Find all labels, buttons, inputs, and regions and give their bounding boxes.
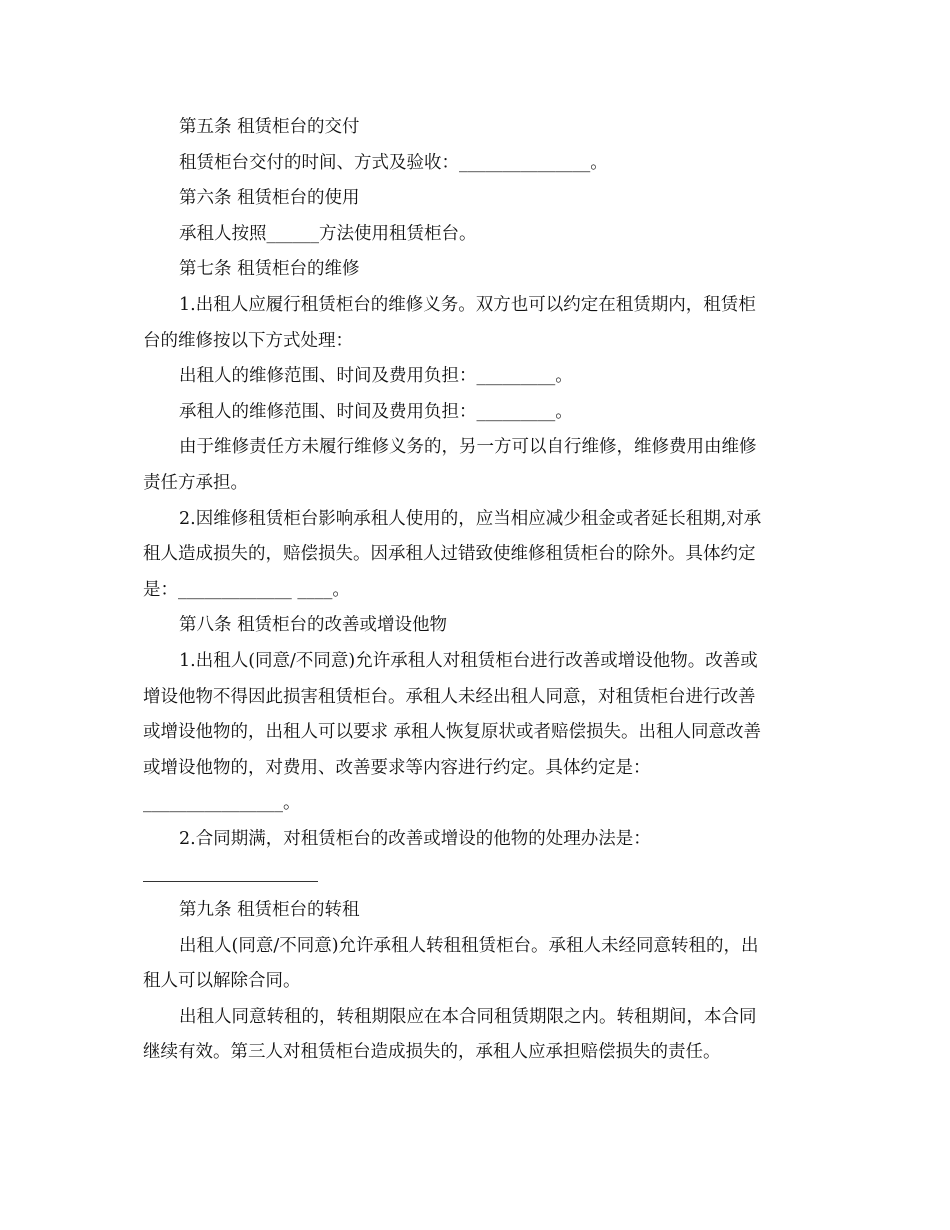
article-8-heading: 第八条 租赁柜台的改善或增设他物: [179, 615, 448, 636]
paragraph-line: 是：_____________ ____。: [143, 579, 350, 600]
article-6-heading: 第六条 租赁柜台的使用: [179, 188, 360, 209]
paragraph-line: 租赁柜台交付的时间、方式及验收：_______________。: [179, 152, 608, 173]
paragraph-line: 承租人按照______方法使用租赁柜台。: [179, 223, 477, 244]
paragraph-line: 1.出租人应履行租赁柜台的维修义务。双方也可以约定在租赁期内，租赁柜: [179, 294, 756, 315]
paragraph-line: 租人可以解除合同。: [143, 971, 301, 992]
article-5-heading: 第五条 租赁柜台的交付: [179, 117, 360, 137]
paragraph-line: 承租人的维修范围、时间及费用负担：_________。: [179, 401, 573, 422]
paragraph-line: 继续有效。第三人对租赁柜台造成损失的，承租人应承担赔偿损失的责任。: [143, 1042, 721, 1063]
paragraph-line: 出租人同意转租的，转租期限应在本合同租赁期限之内。转租期间，本合同: [179, 1006, 757, 1027]
paragraph-line: 由于维修责任方未履行维修义务的，另一方可以自行维修，维修费用由维修: [179, 437, 757, 458]
paragraph-line: 2.合同期满，对租赁柜台的改善或增设的他物的处理办法是：: [179, 828, 651, 849]
paragraph-line: ________________。: [143, 793, 301, 814]
document-body: [143, 110, 808, 1071]
paragraph-line: 台的维修按以下方式处理：: [143, 330, 353, 351]
paragraph-line: 增设他物不得因此损害租赁柜台。承租人未经出租人同意，对租赁柜台进行改善: [143, 686, 756, 707]
article-7-heading: 第七条 租赁柜台的维修: [179, 259, 360, 280]
paragraph-line: 责任方承担。: [143, 472, 248, 493]
paragraph-line: 租人造成损失的，赔偿损失。因承租人过错致使维修租赁柜台的除外。具体约定: [143, 544, 756, 565]
paragraph-line: 出租人(同意/不同意)允许承租人转租租赁柜台。承租人未经同意转租的，出: [179, 935, 759, 956]
blank-underline: [143, 881, 318, 882]
paragraph-line: 或增设他物的，对费用、改善要求等内容进行约定。具体约定是：: [143, 757, 651, 778]
paragraph-line: 2.因维修租赁柜台影响承租人使用的，应当相应减少租金或者延长租期,对承: [179, 508, 762, 529]
paragraph-line: 1.出租人(同意/不同意)允许承租人对租赁柜台进行改善或增设他物。改善或: [179, 650, 758, 671]
article-9-heading: 第九条 租赁柜台的转租: [179, 900, 360, 921]
blank-fill-line: [143, 857, 808, 893]
paragraph-line: 出租人的维修范围、时间及费用负担：_________。: [179, 366, 573, 387]
paragraph-line: 或增设他物的，出租人可以要求 承租人恢复原状或者赔偿损失。出租人同意改善: [143, 722, 762, 743]
